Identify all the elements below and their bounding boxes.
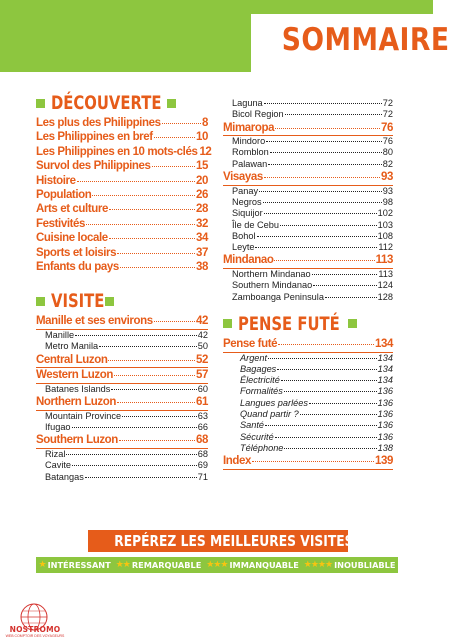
region-entry bbox=[36, 354, 208, 369]
practical-entry-page: 138 bbox=[377, 442, 393, 453]
toc-entry-page: 38 bbox=[196, 261, 208, 274]
practical-entry-label: Téléphone bbox=[240, 442, 284, 453]
logo-tagline: WEB COMPTOIR DES VOYAGEURS bbox=[5, 634, 65, 638]
practical-entry-page: 136 bbox=[377, 420, 393, 431]
dot-leader bbox=[285, 114, 382, 115]
subregion-entry-label: Laguna bbox=[232, 98, 263, 108]
dot-leader bbox=[300, 414, 377, 415]
star-icon: ★★★ bbox=[206, 560, 228, 570]
practical-entry-page: 136 bbox=[377, 431, 393, 442]
practical-entry bbox=[223, 409, 393, 420]
subregion-entry-page: 112 bbox=[378, 242, 393, 253]
subregion-entry-label: Zamboanga Peninsula bbox=[232, 291, 324, 302]
toc-entry-page: 37 bbox=[196, 246, 208, 259]
toc-entry bbox=[36, 260, 208, 274]
practical-entry-label: Quand partir ? bbox=[240, 409, 299, 420]
green-square-icon bbox=[167, 99, 176, 108]
subregion-entry-page: 82 bbox=[382, 158, 393, 169]
toc-entry-page: 15 bbox=[196, 160, 208, 173]
subregion-entry-page: 76 bbox=[382, 136, 393, 147]
subregion-entry-page: 124 bbox=[377, 280, 393, 291]
dot-leader bbox=[266, 141, 382, 142]
dot-leader bbox=[259, 191, 382, 192]
region-entry-label: Western Luzon bbox=[36, 369, 114, 382]
toc-left-column bbox=[36, 90, 212, 483]
subregion-entry bbox=[223, 197, 393, 208]
dot-leader bbox=[274, 260, 374, 261]
practical-entry-page: 134 bbox=[377, 352, 393, 363]
region-entry-page: 52 bbox=[196, 353, 208, 366]
dot-leader bbox=[284, 391, 377, 392]
subregion-entry-page: 98 bbox=[382, 196, 393, 207]
toc-entry bbox=[36, 174, 208, 188]
decouverte-list bbox=[36, 116, 212, 274]
subregion-entry bbox=[36, 411, 208, 422]
subregion-entry bbox=[223, 208, 393, 219]
subregion-entry bbox=[36, 460, 208, 471]
dot-leader bbox=[263, 202, 382, 203]
dot-leader bbox=[280, 225, 377, 226]
visite-list-left bbox=[36, 315, 208, 482]
region-entry bbox=[36, 369, 208, 384]
practical-entry bbox=[223, 386, 393, 397]
subregion-entry-page: 72 bbox=[382, 109, 393, 120]
toc-entry-page: 8 bbox=[202, 117, 208, 129]
subregion-entry-page: 42 bbox=[197, 330, 208, 341]
region-entry-page: 57 bbox=[196, 369, 208, 382]
subregion-entry bbox=[223, 242, 393, 253]
region-entry bbox=[223, 254, 393, 269]
practical-entry bbox=[223, 364, 393, 375]
toc-entry-label: Festivités bbox=[36, 217, 86, 230]
toc-entry-label: Sports et loisirs bbox=[36, 246, 117, 259]
dot-leader bbox=[309, 403, 377, 404]
region-entry bbox=[36, 434, 208, 449]
practical-entry bbox=[223, 353, 393, 364]
subregion-entry-label: Romblon bbox=[232, 147, 269, 158]
dot-leader bbox=[278, 344, 374, 345]
region-entry-label: Visayas bbox=[223, 171, 263, 184]
toc-entry-label: Les Philippines en 10 mots-clés bbox=[36, 145, 198, 158]
rating-2: ★★ REMARQUABLE bbox=[115, 560, 202, 570]
toc-right-column bbox=[223, 98, 393, 470]
dot-leader bbox=[86, 224, 195, 225]
green-square-icon bbox=[36, 99, 45, 108]
region-entry-page: 76 bbox=[381, 121, 393, 134]
practical-entry-page: 136 bbox=[377, 397, 393, 408]
toc-entry bbox=[36, 145, 212, 159]
region-entry-label: Manille et ses environs bbox=[36, 315, 153, 328]
subregion-entry-page: 80 bbox=[382, 147, 393, 158]
dot-leader bbox=[122, 416, 197, 417]
region-entry-label: Southern Luzon bbox=[36, 434, 118, 447]
section-heading-visite: VISITE bbox=[36, 288, 208, 314]
subregion-entry bbox=[223, 280, 393, 291]
subregion-entry bbox=[36, 341, 208, 352]
subregion-entry-page: 102 bbox=[377, 208, 393, 219]
dot-leader bbox=[99, 346, 197, 347]
subregion-entry-page: 69 bbox=[197, 460, 208, 471]
subregion-entry-page: 68 bbox=[197, 448, 208, 459]
subregion-entry-page: 71 bbox=[197, 471, 208, 482]
region-entry bbox=[223, 338, 393, 353]
region-entry-page: 134 bbox=[375, 337, 393, 350]
practical-entry bbox=[223, 443, 393, 454]
dot-leader bbox=[109, 238, 195, 239]
dot-leader bbox=[72, 465, 197, 466]
logo-name: NOSTROMO bbox=[9, 625, 61, 634]
index-entry bbox=[223, 455, 393, 470]
region-entry bbox=[36, 315, 208, 330]
subregion-entry-page: 128 bbox=[377, 291, 393, 302]
dot-leader bbox=[77, 181, 195, 182]
region-entry-label: Mimaropa bbox=[223, 121, 275, 134]
region-entry-label: Pense futé bbox=[223, 337, 278, 350]
subregion-entry bbox=[223, 136, 393, 147]
toc-entry-page: 20 bbox=[196, 174, 208, 187]
index-entry-page: 139 bbox=[375, 455, 393, 468]
toc-entry-page: 10 bbox=[196, 131, 208, 144]
subregion-entry bbox=[223, 98, 393, 109]
subregion-entry bbox=[223, 109, 393, 120]
dot-leader bbox=[257, 236, 377, 237]
dot-leader bbox=[255, 247, 377, 248]
section-heading-pense-fute: PENSE FUTÉ bbox=[223, 311, 393, 337]
practical-entry-label: Santé bbox=[240, 420, 265, 431]
subregion-entry-page: 50 bbox=[197, 341, 208, 352]
practical-entry-label: Bagages bbox=[240, 363, 277, 374]
toc-entry-page: 12 bbox=[199, 145, 212, 158]
region-entry bbox=[223, 171, 393, 186]
subregion-entry-label: Rizal bbox=[45, 448, 66, 459]
dot-leader bbox=[275, 128, 380, 129]
toc-entry-label: Population bbox=[36, 189, 92, 202]
region-entry bbox=[36, 396, 208, 411]
toc-entry bbox=[36, 217, 208, 231]
region-entry-page: 42 bbox=[196, 315, 208, 328]
rating-1: ★ INTÉRESSANT bbox=[38, 560, 111, 570]
toc-entry-label: Survol des Philippines bbox=[36, 160, 151, 173]
subregion-entry-label: Île de Cebu bbox=[232, 219, 279, 230]
toc-entry bbox=[36, 188, 208, 202]
dot-leader bbox=[268, 358, 377, 359]
star-icon: ★★★★ bbox=[303, 560, 333, 570]
dot-leader bbox=[313, 285, 376, 286]
toc-entry-page: 28 bbox=[196, 203, 208, 216]
region-entry-page: 113 bbox=[375, 254, 393, 267]
subregion-entry-label: Panay bbox=[232, 185, 259, 196]
section-heading-decouverte: DÉCOUVERTE bbox=[36, 90, 208, 116]
toc-entry bbox=[36, 130, 208, 144]
dot-leader bbox=[108, 360, 195, 361]
dot-leader bbox=[66, 454, 196, 455]
dot-leader bbox=[264, 177, 380, 178]
dot-leader bbox=[265, 425, 377, 426]
dot-leader bbox=[284, 448, 376, 449]
green-square-icon bbox=[223, 319, 232, 328]
region-entry bbox=[223, 122, 393, 137]
dot-leader bbox=[252, 461, 374, 462]
subregion-entry-label: Siquijor bbox=[232, 208, 263, 219]
practical-entry-page: 134 bbox=[377, 375, 393, 386]
subregion-entry-label: Batanes Islands bbox=[45, 383, 111, 394]
subregion-entry-label: Metro Manila bbox=[45, 341, 99, 352]
practical-entry bbox=[223, 398, 393, 409]
toc-entry-page: 26 bbox=[196, 189, 208, 202]
dot-leader bbox=[154, 137, 195, 138]
subregion-entry-page: 63 bbox=[197, 410, 208, 421]
practical-entry-page: 136 bbox=[377, 386, 393, 397]
index-entry-label: Index bbox=[223, 455, 252, 468]
region-entry-page: 93 bbox=[381, 171, 393, 184]
subregion-entry bbox=[36, 384, 208, 395]
toc-entry bbox=[36, 231, 208, 245]
dot-leader bbox=[109, 209, 195, 210]
dot-leader bbox=[270, 152, 382, 153]
toc-entry bbox=[36, 159, 208, 173]
rating-4: ★★★★ INOUBLIABLE bbox=[303, 560, 396, 570]
region-entry-page: 61 bbox=[196, 396, 208, 409]
subregion-entry bbox=[223, 147, 393, 158]
toc-entry-label: Cuisine locale bbox=[36, 232, 108, 245]
subregion-entry-label: Southern Mindanao bbox=[232, 280, 313, 291]
subregion-entry-label: Bohol bbox=[232, 230, 256, 241]
subregion-entry-label: Northern Mindanao bbox=[232, 269, 311, 280]
subregion-entry-page: 108 bbox=[377, 230, 393, 241]
dot-leader bbox=[111, 389, 196, 390]
dot-leader bbox=[117, 253, 195, 254]
subregion-entry-label: Batangas bbox=[45, 471, 84, 482]
dot-leader bbox=[162, 123, 201, 124]
subregion-entry-label: Negros bbox=[232, 196, 262, 207]
subregion-entry-label: Palawan bbox=[232, 158, 268, 169]
dot-leader bbox=[92, 195, 195, 196]
dot-leader bbox=[120, 267, 195, 268]
dot-leader bbox=[85, 477, 197, 478]
subregion-entry-label: Manille bbox=[45, 330, 75, 341]
subregion-entry-page: 66 bbox=[197, 422, 208, 433]
dot-leader bbox=[72, 427, 197, 428]
region-entry-label: Mindanao bbox=[223, 254, 274, 267]
page-title: SOMMAIRE bbox=[281, 22, 449, 58]
dot-leader bbox=[268, 164, 382, 165]
toc-entry-label: Les Philippines en bref bbox=[36, 131, 153, 144]
star-icon: ★★ bbox=[115, 560, 130, 570]
dot-leader bbox=[75, 335, 197, 336]
dot-leader bbox=[325, 297, 377, 298]
subregion-entry-page: 93 bbox=[382, 185, 393, 196]
practical-entry-label: Langues parlées bbox=[240, 397, 308, 408]
toc-entry-page: 34 bbox=[196, 232, 208, 245]
toc-entry-label: Histoire bbox=[36, 174, 76, 187]
pense-fute-list bbox=[223, 338, 393, 470]
subregion-entry bbox=[36, 449, 208, 460]
dot-leader bbox=[114, 375, 195, 376]
subregion-entry bbox=[36, 422, 208, 433]
subregion-entry-page: 60 bbox=[197, 383, 208, 394]
visits-banner: REPÉREZ LES MEILLEURES VISITES bbox=[88, 530, 348, 552]
subregion-entry bbox=[36, 330, 208, 341]
subregion-entry bbox=[223, 269, 393, 280]
subregion-entry bbox=[223, 292, 393, 303]
subregion-entry bbox=[223, 231, 393, 242]
toc-entry bbox=[36, 116, 208, 130]
region-entry-page: 68 bbox=[196, 434, 208, 447]
region-entry-label: Central Luzon bbox=[36, 353, 108, 366]
dot-leader bbox=[312, 274, 378, 275]
subregion-entry bbox=[223, 159, 393, 170]
toc-entry-label: Les plus des Philippines bbox=[36, 117, 161, 129]
subregion-entry-label: Cavite bbox=[45, 460, 72, 471]
rating-3: ★★★ IMMANQUABLE bbox=[206, 560, 299, 570]
subregion-entry-label: Mindoro bbox=[232, 136, 266, 147]
star-icon: ★ bbox=[38, 560, 46, 570]
visite-list-right bbox=[223, 98, 393, 303]
rating-legend bbox=[36, 557, 398, 573]
toc-entry-page: 32 bbox=[196, 217, 208, 230]
practical-entry-label: Formalités bbox=[240, 386, 283, 397]
subregion-entry-label: Bicol Region bbox=[232, 109, 284, 120]
subregion-entry-label: Mountain Province bbox=[45, 410, 122, 421]
subregion-entry-label: Leyte bbox=[232, 242, 255, 253]
green-square-icon bbox=[105, 297, 114, 306]
toc-entry bbox=[36, 202, 208, 216]
dot-leader bbox=[152, 166, 195, 167]
practical-entry bbox=[223, 375, 393, 386]
dot-leader bbox=[264, 213, 377, 214]
practical-entry-page: 136 bbox=[377, 409, 393, 420]
dot-leader bbox=[264, 103, 382, 104]
dot-leader bbox=[277, 369, 376, 370]
practical-entry-label: Électricité bbox=[240, 375, 280, 386]
green-square-icon bbox=[348, 319, 357, 328]
subregion-entry bbox=[223, 220, 393, 231]
subregion-entry-label: Ifugao bbox=[45, 422, 71, 433]
dot-leader bbox=[154, 321, 195, 322]
practical-entry-page: 134 bbox=[377, 363, 393, 374]
subregion-entry-page: 113 bbox=[378, 269, 393, 280]
toc-entry bbox=[36, 246, 208, 260]
subregion-entry-page: 103 bbox=[377, 219, 393, 230]
toc-entry-label: Arts et culture bbox=[36, 203, 108, 216]
practical-entry bbox=[223, 432, 393, 443]
practical-entry bbox=[223, 420, 393, 431]
region-entry-label: Northern Luzon bbox=[36, 396, 116, 409]
toc-entry-label: Enfants du pays bbox=[36, 261, 119, 274]
dot-leader bbox=[275, 437, 377, 438]
dot-leader bbox=[117, 402, 195, 403]
subregion-entry-page: 72 bbox=[382, 98, 393, 108]
dot-leader bbox=[119, 440, 195, 441]
practical-entry-label: Argent bbox=[240, 352, 268, 363]
subregion-entry bbox=[223, 186, 393, 197]
green-square-icon bbox=[36, 297, 45, 306]
dot-leader bbox=[281, 380, 377, 381]
practical-entry-label: Sécurité bbox=[240, 431, 274, 442]
subregion-entry bbox=[36, 472, 208, 483]
